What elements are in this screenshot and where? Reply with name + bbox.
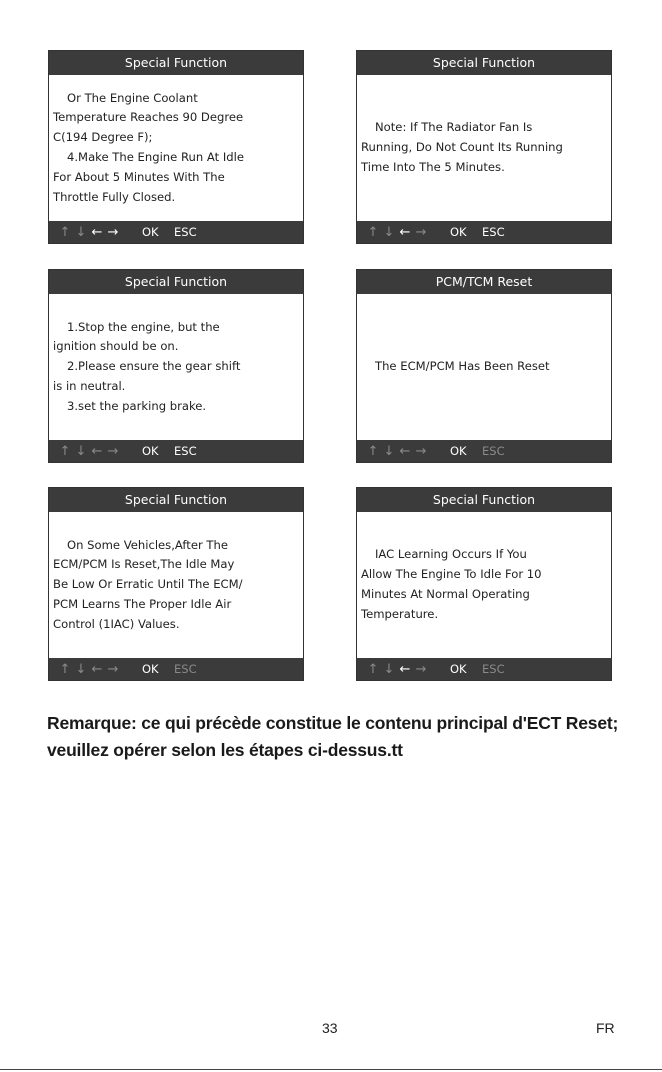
- screen-text-line: 2.Please ensure the gear shift: [67, 359, 241, 374]
- arrow-up-icon: ↑: [367, 444, 379, 459]
- screen-special-function-5: [48, 487, 304, 681]
- arrow-right-icon: →: [415, 444, 427, 459]
- screen-special-function-6: [356, 487, 612, 681]
- esc-label: ESC: [174, 225, 197, 239]
- esc-label: ESC: [174, 662, 197, 676]
- arrow-keys: [367, 658, 431, 681]
- screen-text-line: ECM/PCM Is Reset,The Idle May: [53, 557, 235, 572]
- arrow-down-icon: ↓: [75, 444, 87, 459]
- screen-text-line: For About 5 Minutes With The: [53, 169, 225, 184]
- screen-body: [357, 294, 611, 440]
- arrow-up-icon: ↑: [59, 444, 71, 459]
- screen-text-line: Running, Do Not Count Its Running: [361, 140, 563, 155]
- screen-text-line: Temperature Reaches 90 Degree: [53, 110, 244, 125]
- nav-bar: [357, 658, 611, 680]
- nav-bar: [49, 440, 303, 462]
- screen-text-line: On Some Vehicles,After The: [67, 537, 228, 552]
- screen-title: Special Function: [357, 51, 611, 75]
- esc-label: ESC: [482, 662, 505, 676]
- arrow-up-icon: ↑: [367, 662, 379, 677]
- arrow-right-icon: →: [415, 225, 427, 240]
- arrow-right-icon: →: [107, 225, 119, 240]
- screen-text-line: IAC Learning Occurs If You: [375, 547, 527, 562]
- screen-text-line: C(194 Degree F);: [53, 130, 153, 145]
- screen-title: Special Function: [49, 488, 303, 512]
- ok-label: OK: [450, 225, 467, 239]
- screen-text-line: PCM Learns The Proper Idle Air: [53, 596, 232, 611]
- screen-text-line: 1.Stop the engine, but the: [67, 319, 220, 334]
- screen-body: [357, 512, 611, 658]
- arrow-down-icon: ↓: [383, 225, 395, 240]
- bottom-rule: [0, 1069, 662, 1070]
- arrow-down-icon: ↓: [75, 662, 87, 677]
- screen-special-function-3: [48, 269, 304, 463]
- screen-text-line: Be Low Or Erratic Until The ECM/: [53, 577, 243, 592]
- screen-title: PCM/TCM Reset: [357, 270, 611, 294]
- screen-title: Special Function: [49, 270, 303, 294]
- screen-text-line: The ECM/PCM Has Been Reset: [375, 359, 550, 374]
- screen-text-line: Or The Engine Coolant: [67, 90, 198, 105]
- arrow-down-icon: ↓: [75, 225, 87, 240]
- esc-label: ESC: [482, 444, 505, 458]
- screen-text-line: Time Into The 5 Minutes.: [361, 159, 505, 174]
- ok-label: OK: [142, 444, 159, 458]
- arrow-down-icon: ↓: [383, 662, 395, 677]
- language-tag: FR: [596, 1020, 615, 1036]
- screen-special-function-1: [48, 50, 304, 244]
- arrow-up-icon: ↑: [59, 225, 71, 240]
- nav-bar: [49, 221, 303, 243]
- nav-bar: [357, 440, 611, 462]
- arrow-right-icon: →: [415, 662, 427, 677]
- screen-special-function-2: [356, 50, 612, 244]
- screen-text-line: ignition should be on.: [53, 339, 179, 354]
- screen-text-line: Minutes At Normal Operating: [361, 587, 530, 601]
- ok-label: OK: [450, 662, 467, 676]
- screen-text-line: 4.Make The Engine Run At Idle: [67, 150, 244, 164]
- esc-label: ESC: [482, 225, 505, 239]
- arrow-keys: [367, 440, 431, 463]
- remark-note: Remarque: ce qui précède constitue le contenu principal d'ECT Reset; veuillez opérer selon les étapes ci-dessus.tt: [47, 713, 619, 760]
- screen-text-line: 3.set the parking brake.: [67, 398, 207, 413]
- arrow-left-icon: ←: [91, 225, 103, 240]
- page-number: 33: [322, 1020, 338, 1036]
- arrow-right-icon: →: [107, 662, 119, 677]
- arrow-left-icon: ←: [399, 225, 411, 240]
- screen-text-line: is in neutral.: [53, 378, 126, 393]
- screen-text-line: Note: If The Radiator Fan Is: [375, 120, 533, 135]
- screen-text-line: Temperature.: [361, 606, 439, 621]
- arrow-down-icon: ↓: [383, 444, 395, 459]
- arrow-keys: [367, 221, 431, 244]
- ok-label: OK: [450, 444, 467, 458]
- arrow-right-icon: →: [107, 444, 119, 459]
- arrow-keys: [59, 221, 123, 244]
- arrow-left-icon: ←: [91, 444, 103, 459]
- ok-label: OK: [142, 225, 159, 239]
- arrow-keys: [59, 440, 123, 463]
- screen-text-line: Allow The Engine To Idle For 10: [361, 567, 542, 582]
- screen-text-line: Throttle Fully Closed.: [53, 189, 176, 204]
- screen-body: [49, 294, 303, 440]
- ok-label: OK: [142, 662, 159, 676]
- arrow-keys: [59, 658, 123, 681]
- esc-label: ESC: [174, 444, 197, 458]
- arrow-left-icon: ←: [91, 662, 103, 677]
- arrow-left-icon: ←: [399, 662, 411, 677]
- arrow-up-icon: ↑: [367, 225, 379, 240]
- screen-title: Special Function: [357, 488, 611, 512]
- screen-body: [357, 75, 611, 221]
- arrow-left-icon: ←: [399, 444, 411, 459]
- nav-bar: [49, 658, 303, 680]
- screen-text-line: Control (1IAC) Values.: [53, 616, 180, 631]
- screen-body: [49, 512, 303, 658]
- screen-pcm-tcm-reset: [356, 269, 612, 463]
- screen-body: [49, 75, 303, 221]
- nav-bar: [357, 221, 611, 243]
- screen-title: Special Function: [49, 51, 303, 75]
- arrow-up-icon: ↑: [59, 662, 71, 677]
